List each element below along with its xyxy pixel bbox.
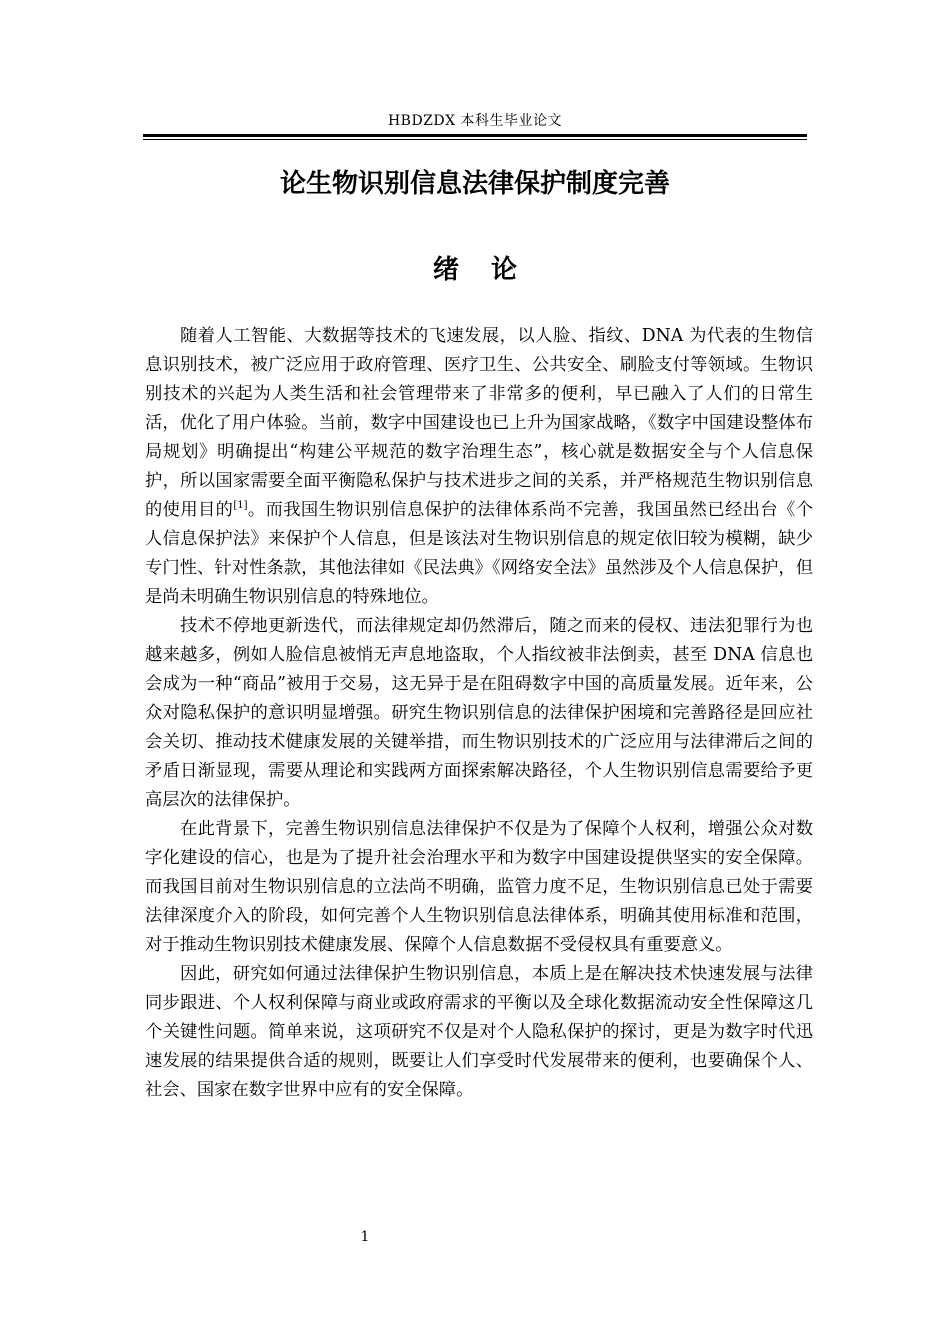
paragraph-1-text-continued: 。而我国生物识别信息保护的法律体系尚不完善，我国虽然已经出台《个人信息保护法》来保护个人信息，但是该法对生物识别信息的规定依旧较为模糊，缺少专门性、针对性条款，其他法律如《民法典》《网络安全法》虽然涉及个人信息保护，但是尚未明确生物识别信息的特殊地位。: [145, 500, 813, 607]
header-rule-thick: [143, 134, 807, 137]
section-heading: 绪论: [432, 255, 549, 285]
body-text: [145, 322, 813, 1105]
running-header: HBDZDX 本科生毕业论文: [387, 113, 563, 129]
paragraph-4: 因此，研究如何通过法律保护生物识别信息，本质上是在解决技术快速发展与法律同步跟进、个人权利保障与商业或政府需求的平衡以及全球化数据流动安全性保障这几个关键性问题。简单来说，这项研究不仅是对个人隐私保护的探讨，更是为数字时代迅速发展的结果提供合适的规则，既要让人们享受时代发展带来的便利，也要确保个人、社会、国家在数字世界中应有的安全保障。: [145, 964, 813, 1100]
header-rule-thin: [143, 139, 807, 140]
document-title: 论生物识别信息法律保护制度完善: [279, 169, 670, 199]
page-number: 1: [360, 1229, 370, 1245]
paragraph-1-text: 随着人工智能、大数据等技术的飞速发展，以人脸、指纹、DNA 为代表的生物信息识别技术，被广泛应用于政府管理、医疗卫生、公共安全、刷脸支付等领域。生物识别技术的兴起为人类生活和社会管理带来了非常多的便利，早已融入了人们的日常生活，优化了用户体验。当前，数字中国建设也已上升为国家战略，《数字中国建设整体布局规划》明确提出“构建公平规范的数字治理生态”，核心就是数据安全与个人信息保护，所以国家需要全面平衡隐私保护与技术进步之间的关系，并严格规范生物识别信息的使用目的: [145, 326, 813, 520]
paragraph-1: [145, 322, 813, 612]
paragraph-3: 在此背景下，完善生物识别信息法律保护不仅是为了保障个人权利，增强公众对数字化建设的信心，也是为了提升社会治理水平和为数字中国建设提供坚实的安全保障。而我国目前对生物识别信息的立法尚不明确，监管力度不足，生物识别信息已处于需要法律深度介入的阶段，如何完善个人生物识别信息法律体系，明确其使用标准和范围，对于推动生物识别技术健康发展、保障个人信息数据不受侵权具有重要意义。: [145, 819, 813, 955]
paragraph-2: 技术不停地更新迭代，而法律规定却仍然滞后，随之而来的侵权、违法犯罪行为也越来越多，例如人脸信息被悄无声息地盗取，个人指纹被非法倒卖，甚至 DNA 信息也会成为一种“商品”被用于交易，这无异于是在阻碍数字中国的高质量发展。近年来，公众对隐私保护的意识明显增强。研究生物识别信息的法律保护困境和完善路径是回应社会关切、推动技术健康发展的关键举措，而生物识别技术的广泛应用与法律滞后之间的矛盾日渐显现，需要从理论和实践两方面探索解决路径，个人生物识别信息需要给予更高层次的法律保护。: [145, 616, 813, 810]
citation-marker[interactable]: [1]: [233, 500, 248, 512]
